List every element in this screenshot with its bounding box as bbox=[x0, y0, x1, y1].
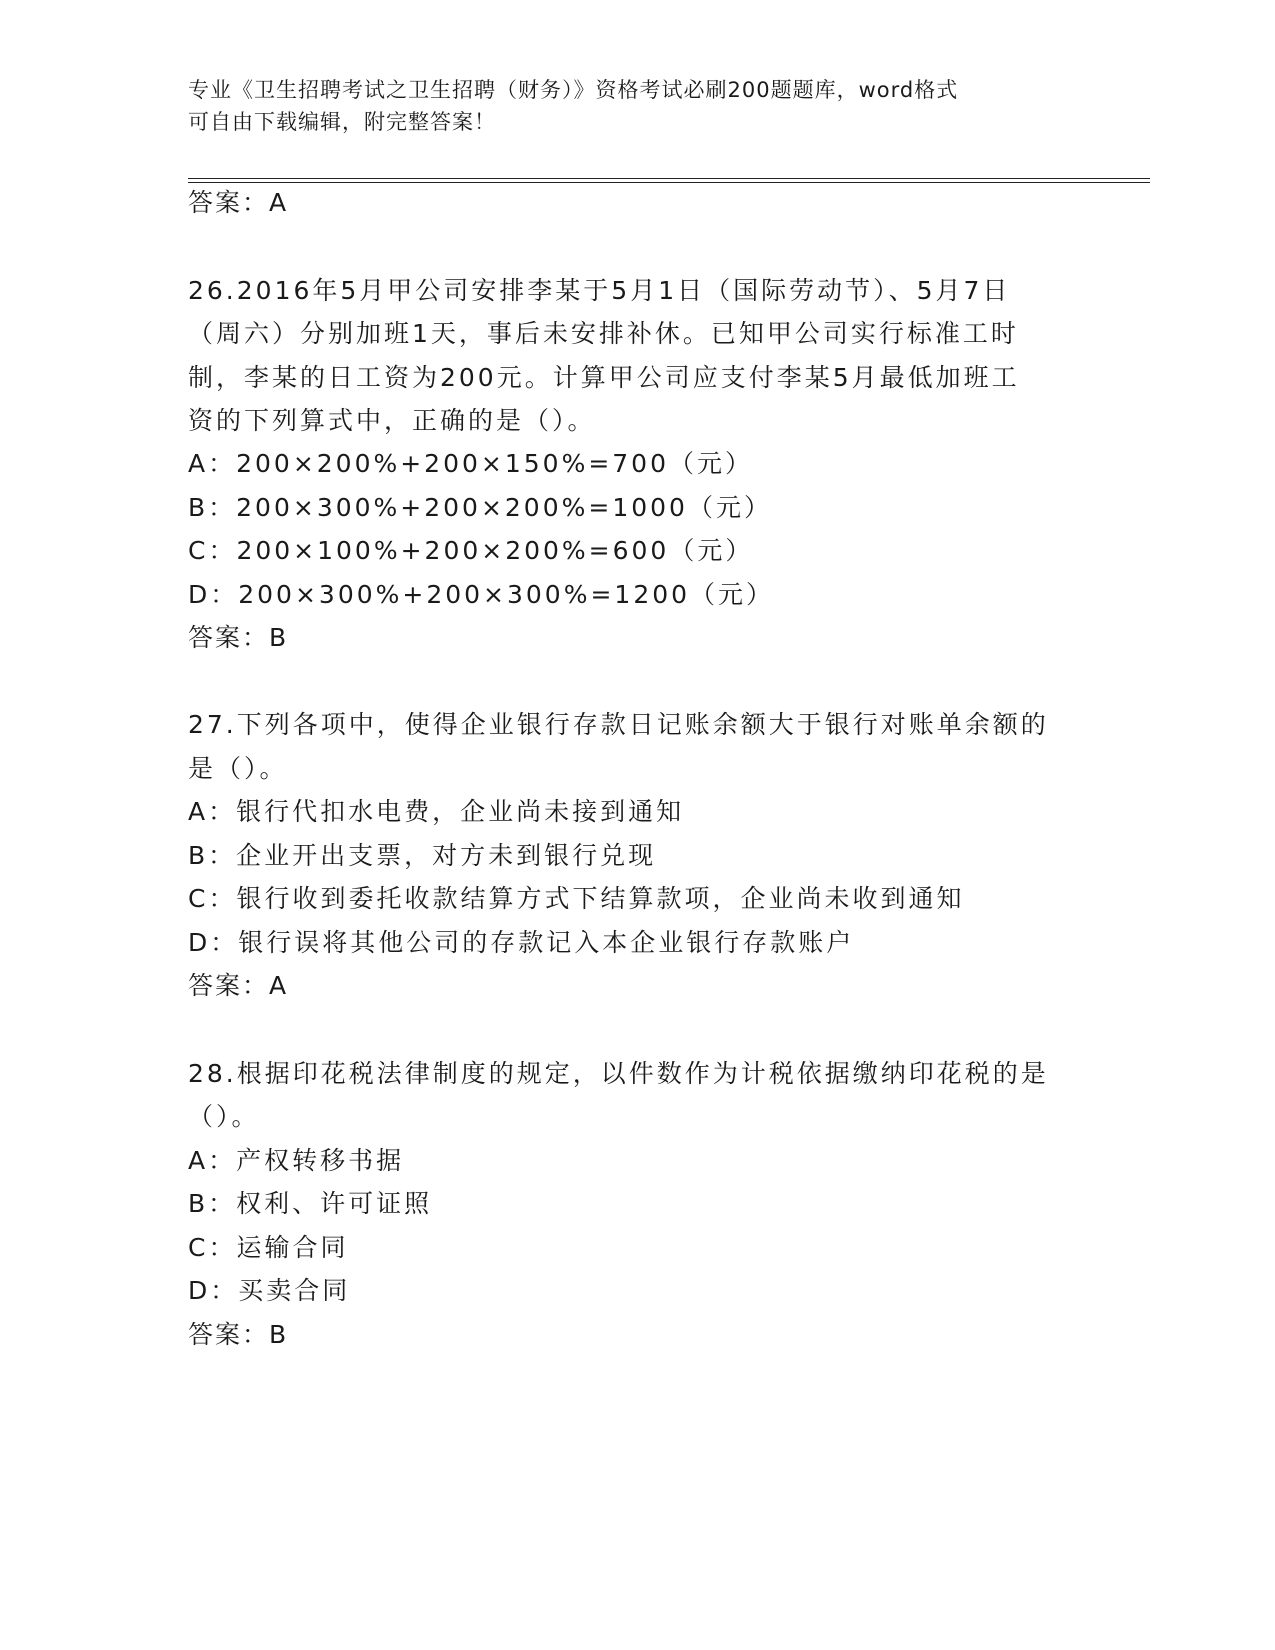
answer: 答案：A bbox=[188, 971, 289, 1000]
option-a: A：银行代扣水电费，企业尚未接到通知 bbox=[188, 797, 685, 826]
question-text-line: 是（）。 bbox=[188, 754, 288, 783]
answer: 答案：B bbox=[188, 1320, 289, 1349]
question-text-line: 28.根据印花税法律制度的规定，以件数作为计税依据缴纳印花税的是 bbox=[188, 1059, 1049, 1088]
option-c: C：200×100%+200×200%=600（元） bbox=[188, 536, 754, 565]
option-c: C：运输合同 bbox=[188, 1233, 349, 1262]
option-d: D：买卖合同 bbox=[188, 1276, 351, 1305]
question-text-line: 资的下列算式中，正确的是（）。 bbox=[188, 406, 596, 435]
header-line-2: 可自由下载编辑，附完整答案！ bbox=[188, 110, 496, 134]
option-b: B：企业开出支票，对方未到银行兑现 bbox=[188, 841, 657, 870]
option-d: D：200×300%+200×300%=1200（元） bbox=[188, 580, 775, 609]
answer: 答案：B bbox=[188, 623, 289, 652]
option-a: A：200×200%+200×150%=700（元） bbox=[188, 449, 753, 478]
option-d: D：银行误将其他公司的存款记入本企业银行存款账户 bbox=[188, 928, 855, 957]
option-c: C：银行收到委托收款结算方式下结算款项，企业尚未收到通知 bbox=[188, 884, 965, 913]
document-header bbox=[188, 74, 1068, 138]
question-text-line: 制，李某的日工资为200元。计算甲公司应支付李某5月最低加班工 bbox=[188, 363, 1020, 392]
option-b: B：200×300%+200×200%=1000（元） bbox=[188, 493, 772, 522]
question-text-line: （）。 bbox=[188, 1102, 260, 1131]
question-text-line: 26.2016年5月甲公司安排李某于5月1日（国际劳动节）、5月7日 bbox=[188, 276, 1011, 305]
header-divider-top bbox=[188, 178, 1150, 179]
previous-answer: 答案：A bbox=[188, 188, 289, 217]
question-text-line: 27.下列各项中，使得企业银行存款日记账余额大于银行对账单余额的 bbox=[188, 710, 1049, 739]
header-line-1: 专业《卫生招聘考试之卫生招聘（财务）》资格考试必刷200题题库，word格式 bbox=[188, 78, 959, 102]
question-text-line: （周六）分别加班1天，事后未安排补休。已知甲公司实行标准工时 bbox=[188, 319, 1019, 348]
option-b: B：权利、许可证照 bbox=[188, 1189, 433, 1218]
header-divider-bottom bbox=[188, 182, 1150, 183]
option-a: A：产权转移书据 bbox=[188, 1146, 405, 1175]
